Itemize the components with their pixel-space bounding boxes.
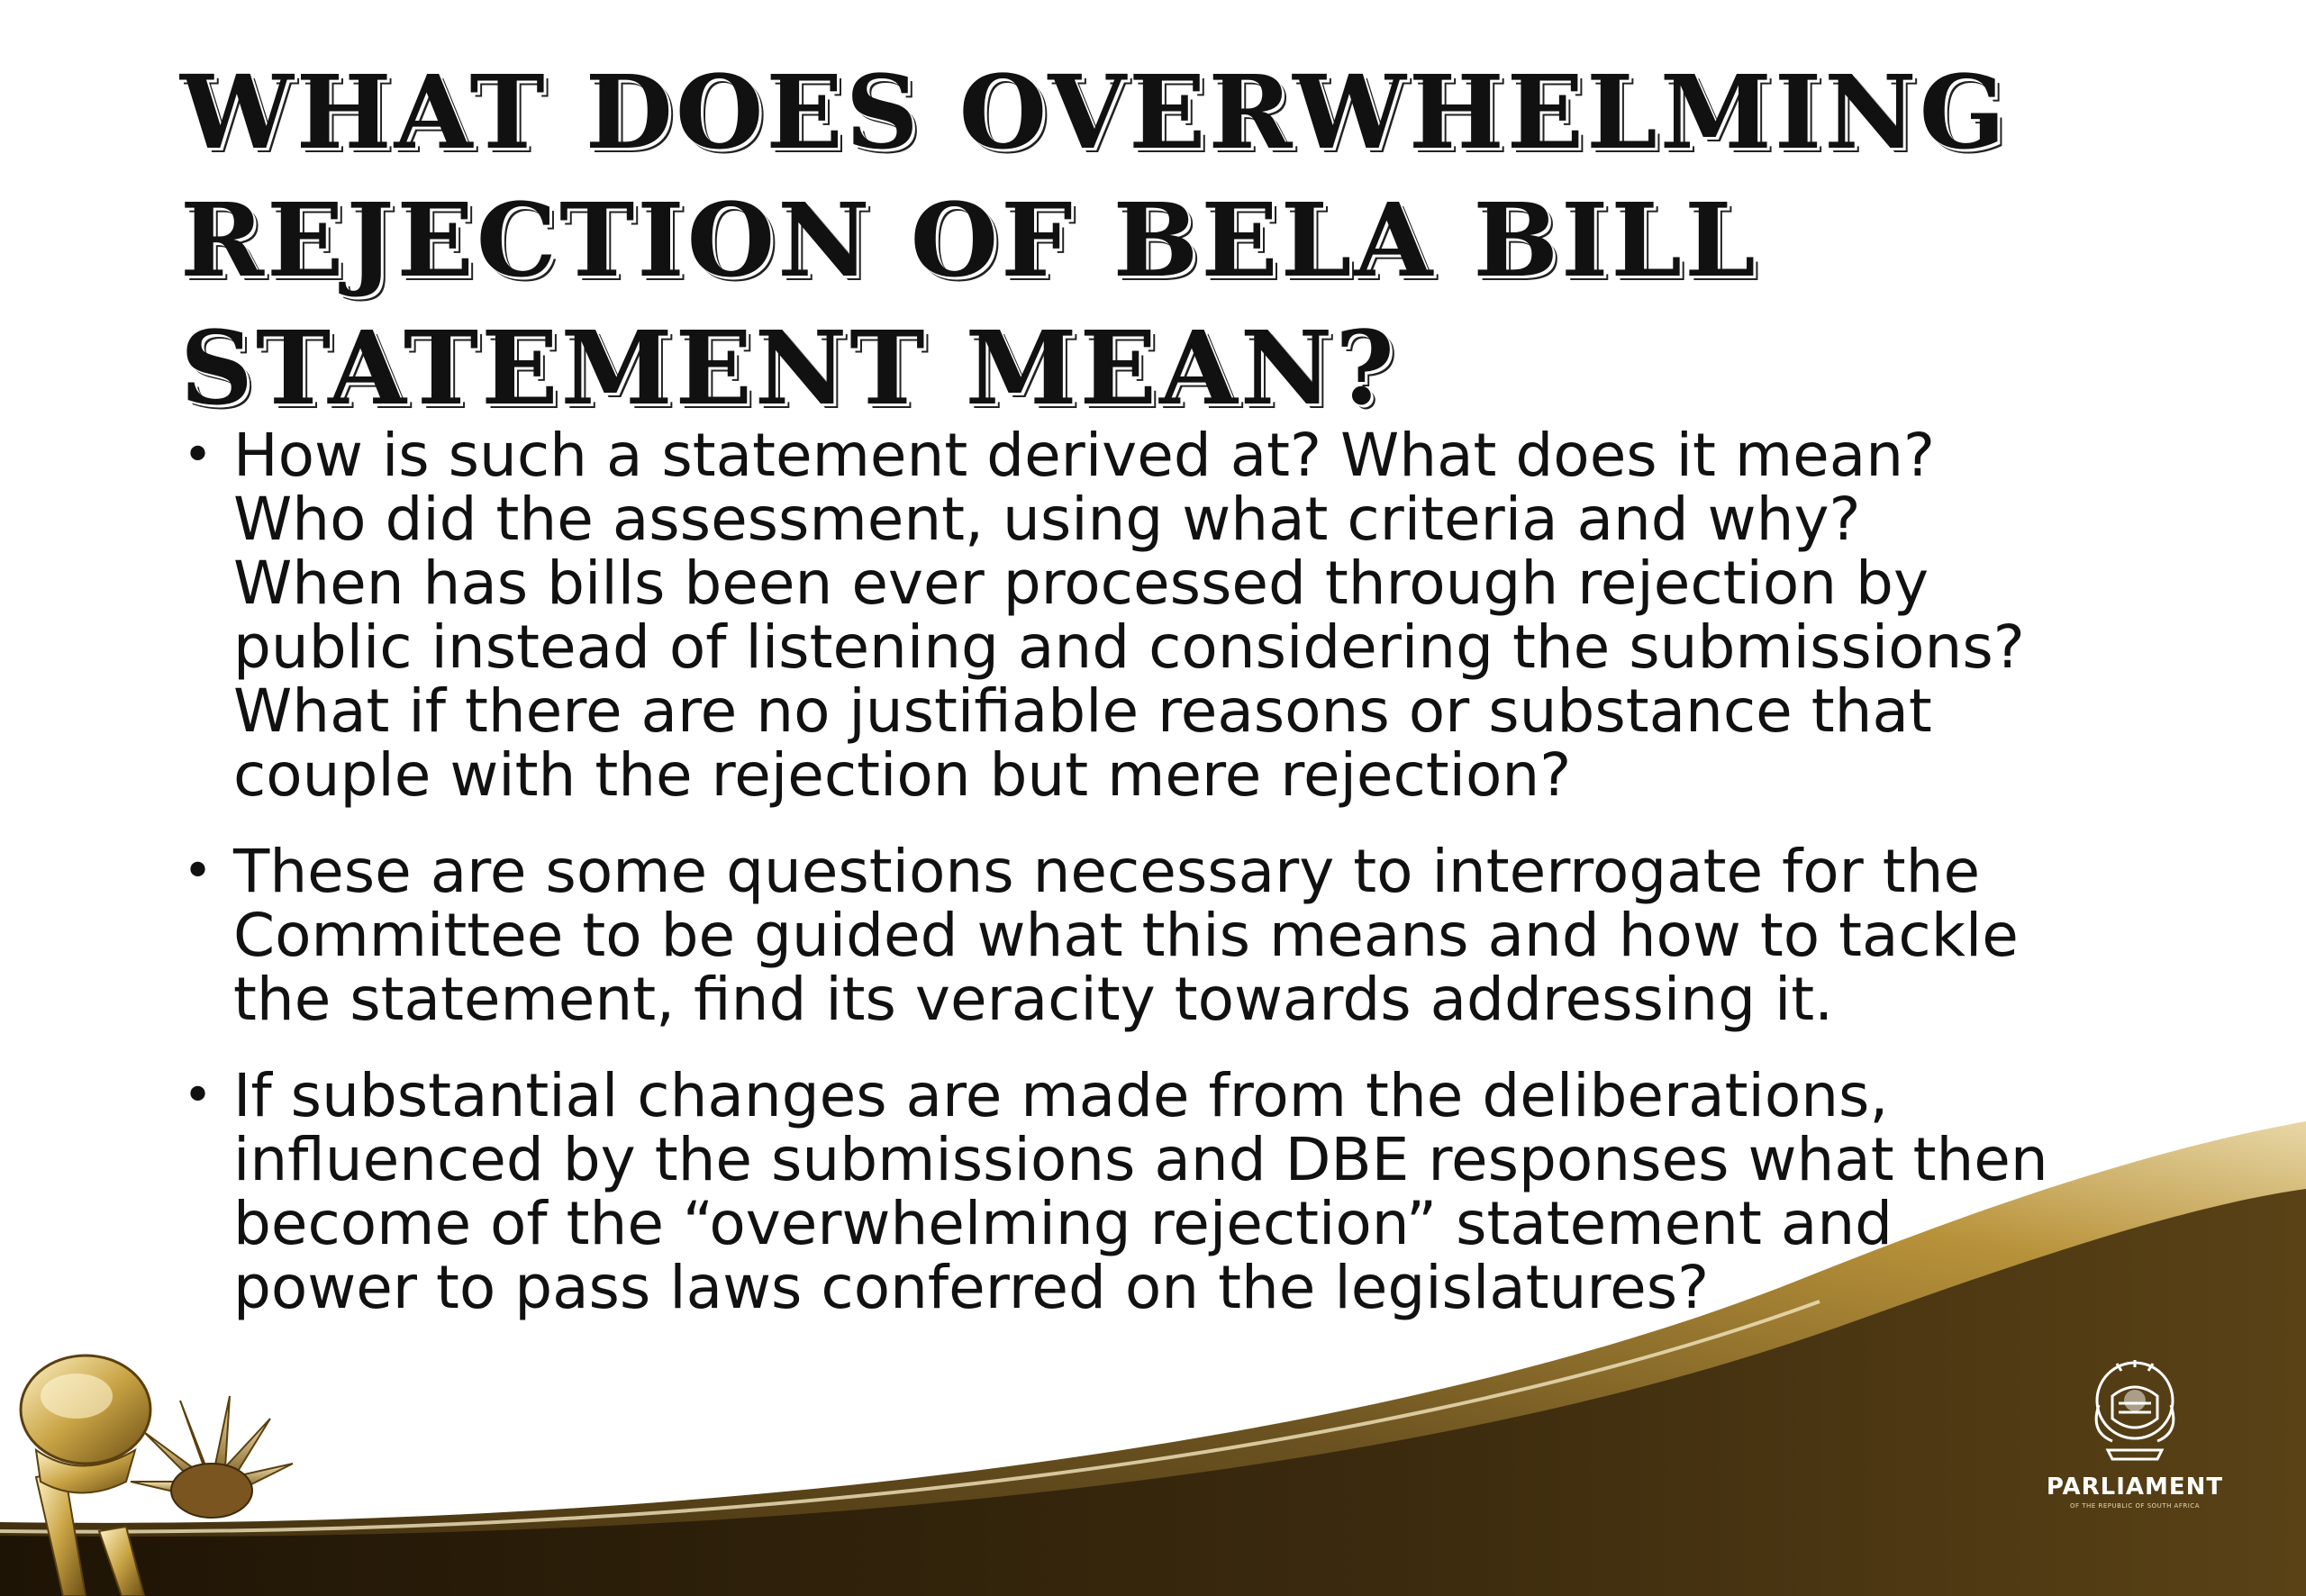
bullet-text-line: Committee to be guided what this means and how to tackle [233,901,2019,970]
bullet-text-line: couple with the rejection but mere rejection? [233,740,1572,810]
bullet-text-line: These are some questions necessary to interrogate for the [233,837,1981,906]
bullet-marker: • [183,1066,213,1125]
parliament-crest-icon [2081,1351,2189,1468]
bullet-text-line: What if there are no justifiable reasons or substance that [233,676,1932,746]
bullet-text-line: If substantial changes are made from the deliberations, [233,1061,1889,1130]
logo-name: PARLIAMENT [2046,1474,2224,1501]
bullet-text-line: become of the “overwhelming rejection” statement and [233,1189,1893,1258]
logo-subtitle: OF THE REPUBLIC OF SOUTH AFRICA [2070,1502,2200,1510]
bullet-marker: • [183,842,213,901]
bullet-text-line: When has bills been ever processed through rejection by [233,549,1929,618]
title-line: STATEMENT MEAN? [180,310,1397,428]
title-line: REJECTION OF BELA BILL [180,182,1758,300]
bullet-list [176,423,2157,1352]
bullet-text-line: public instead of listening and considering the submissions? [233,612,2025,682]
title-line: WHAT DOES OVERWHELMING [180,54,2009,172]
bullet-marker: • [183,426,213,485]
bullet-text-line: How is such a statement derived at? What does it mean? [233,421,1936,490]
bullet-item [176,421,2157,810]
bullet-text-line: influenced by the submissions and DBE responses what then [233,1125,2048,1194]
ceremonial-mace-icon [0,1324,378,1596]
bullet-item [176,1061,2157,1322]
bullet-item [176,837,2157,1034]
bullet-text-line: the statement, find its veracity towards addressing it. [233,965,1834,1034]
parliament-logo [2045,1351,2225,1558]
bullet-text-line: power to pass laws conferred on the legislatures? [233,1253,1710,1322]
bullet-text-line: Who did the assessment, using what criteria and why? [233,485,1861,554]
slide-title [180,50,2009,433]
